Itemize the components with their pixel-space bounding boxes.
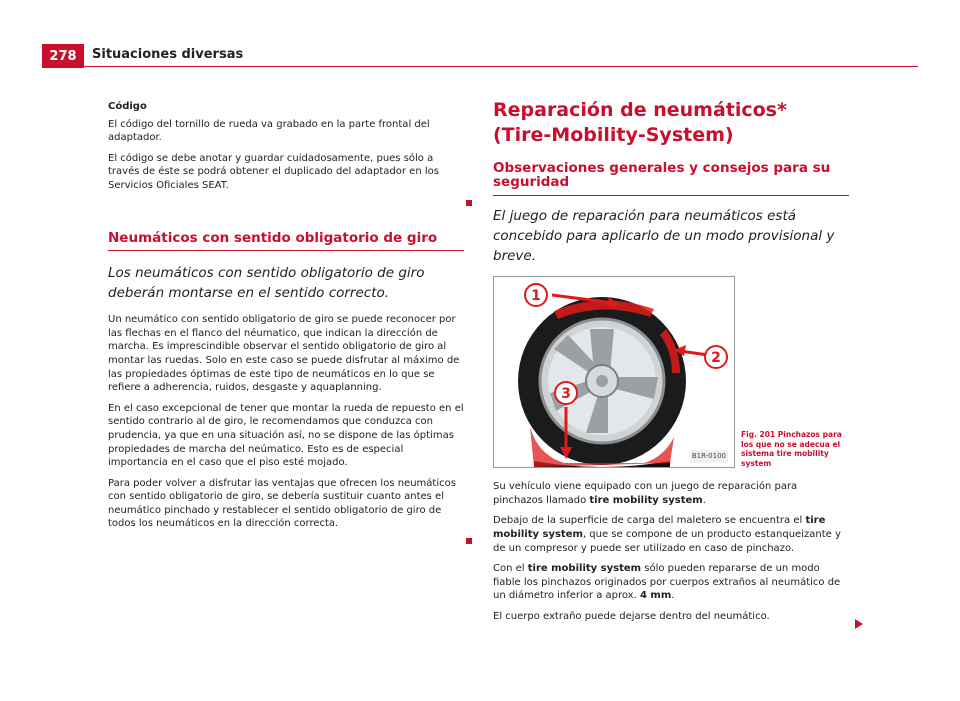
bold-term: tire mobility system [493, 515, 826, 540]
bold-term: tire mobility system [589, 494, 703, 506]
main-title: Reparación de neumáticos* (Tire-Mobility-System) [493, 99, 787, 146]
left-column [108, 100, 464, 544]
text-run: Con el [493, 563, 528, 575]
figure-caption: Fig. 201 Pinchazos para los que no se adecua el sistema tire mobility system [741, 430, 842, 468]
page-number: 278 [42, 44, 84, 68]
safety-subheading: Observaciones generales y consejos para su seguridad [493, 162, 849, 196]
figure-code: B1R-0100 [690, 450, 728, 464]
direction-paragraph-3: Para poder volver a disfrutar las ventajas que ofrecen los neumáticos con sentido obligatorio de giro, se debería sustituir cuanto antes el neumático pinchado y restablecer el sentido obligatorio de giro de todos los neumáticos en la dirección correcta. [108, 477, 456, 530]
section-title: Situaciones diversas [92, 47, 244, 62]
repair-paragraph-4: El cuerpo extraño puede dejarse dentro del neumático. [493, 610, 770, 622]
marker-1-label: 1 [531, 288, 541, 305]
text-run: sólo pueden repararse de un modo fiable los pinchazos originados por cuerpos extraños al neumático de un diámetro inferior a aprox. [493, 563, 841, 602]
text-run: . [671, 590, 675, 602]
tire-illustration [494, 277, 734, 467]
direction-heading: Neumáticos con sentido obligatorio de giro [108, 232, 464, 252]
repair-lead: El juego de reparación para neumáticos está concebido para aplicarlo de un modo provisional y breve. [493, 208, 835, 265]
hub-center [596, 375, 608, 387]
direction-paragraph-2: En el caso excepcional de tener que montar la rueda de repuesto en el sentido contrario al de giro, le recomendamos que conduzca con prudencia, ya que en una situación así, no se dispone de las óptimas propiedades de marcha del neúmatico. Esto es de especial importancia en el caso que el piso esté mojado. [108, 402, 464, 469]
header-rule [84, 66, 918, 67]
marker-3-label: 3 [561, 386, 571, 403]
bold-term: 4 mm [639, 590, 672, 602]
repair-paragraph-2 [493, 514, 849, 555]
right-column [493, 98, 849, 629]
tire-figure [493, 276, 735, 468]
marker-2-label: 2 [711, 350, 721, 367]
text-run: , que se compone de un producto estanqueizante y de un compresor y puede ser utilizado en caso de pinchazo. [493, 528, 841, 554]
section-end-mark [466, 200, 472, 206]
code-paragraph-2: El código se debe anotar y guardar cuidadosamente, pues sólo a través de éste se podrá obtener el duplicado del adaptador en los Servicios Oficiales SEAT. [108, 152, 439, 191]
text-run: . [702, 494, 706, 506]
text-run: Debajo de la superficie de carga del maletero se encuentra el [493, 515, 806, 527]
section-end-mark [466, 538, 472, 544]
bold-term: tire mobility system [527, 563, 642, 575]
repair-paragraph-3 [493, 562, 849, 603]
text-run: Su vehículo viene equipado con un juego de reparación para pinchazos llamado [493, 481, 798, 506]
figure-row [493, 276, 849, 468]
direction-paragraph-1: Un neumático con sentido obligatorio de giro se puede reconocer por las flechas en el flanco del néumatico, que indican la dirección de marcha. Es imprescindible observar el sentido obligatorio de giro al montar las ruedas. Solo en este caso se puede disfrutar al máximo de las propiedades óptimas de este tipo de neumáticos en lo que se refiere a adherencia, ruidos, desgaste y aquaplanning. [108, 314, 460, 394]
code-paragraph-1: El código del tornillo de rueda va grabado en la parte frontal del adaptador. [108, 118, 430, 144]
repair-paragraph-1 [493, 480, 849, 507]
code-label: Código [108, 101, 147, 112]
direction-lead: Los neumáticos con sentido obligatorio de giro deberán montarse en el sentido correcto. [108, 265, 425, 302]
continue-arrow-icon [855, 619, 863, 629]
